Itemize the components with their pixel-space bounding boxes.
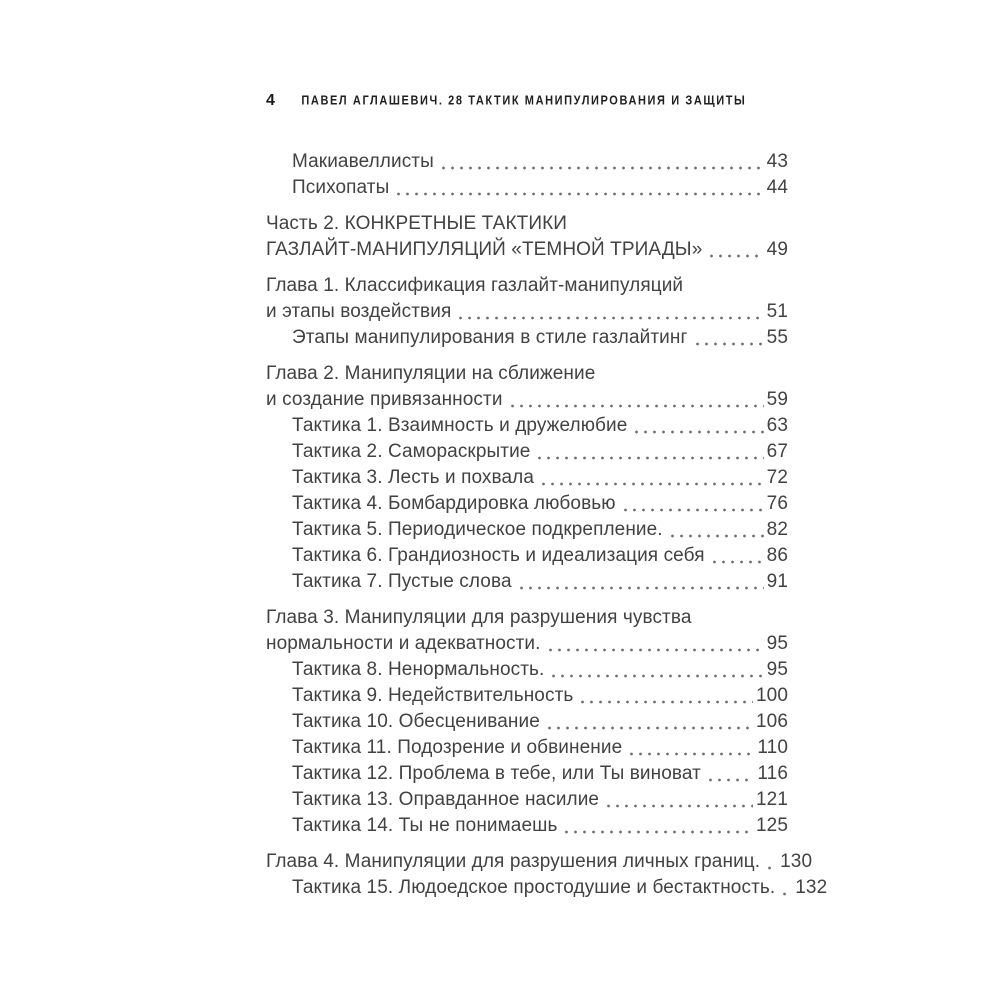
toc-entry bbox=[266, 787, 788, 813]
toc-entry-title: и создание привязанности bbox=[266, 389, 503, 410]
dot-leader bbox=[632, 413, 763, 439]
toc-entry-line bbox=[266, 237, 788, 263]
toc-entry bbox=[266, 569, 788, 595]
dot-leader bbox=[765, 849, 777, 875]
dot-leader bbox=[394, 175, 763, 201]
toc-entry-title: Часть 2. КОНКРЕТНЫЕ ТАКТИКИ bbox=[266, 213, 568, 234]
toc-entry-line bbox=[292, 761, 788, 787]
dot-leader bbox=[621, 491, 764, 517]
toc-entry-title: Тактика 7. Пустые слова bbox=[292, 571, 512, 592]
toc-page-ref: 100 bbox=[755, 685, 788, 706]
toc-entry-line bbox=[292, 569, 788, 595]
dot-leader bbox=[439, 149, 764, 175]
toc-entry-title: Этапы манипулирования в стиле газлайтинг bbox=[292, 327, 688, 348]
toc-entry-title: и этапы воздействия bbox=[266, 301, 452, 322]
toc-entry-line bbox=[292, 491, 788, 517]
toc-page-ref: 67 bbox=[766, 441, 788, 462]
dot-leader bbox=[508, 387, 764, 413]
dot-leader bbox=[546, 631, 764, 657]
toc-entry bbox=[266, 149, 788, 175]
toc-entry-line bbox=[266, 211, 788, 237]
dot-leader bbox=[535, 439, 763, 465]
toc-entry-title: Глава 1. Классификация газлайт-манипуляций bbox=[266, 275, 684, 296]
dot-leader bbox=[710, 543, 764, 569]
toc-entry-line bbox=[266, 631, 788, 657]
toc-page-ref: 121 bbox=[755, 789, 788, 810]
toc-entry bbox=[266, 361, 788, 413]
dot-leader bbox=[562, 813, 753, 839]
toc-page-ref: 49 bbox=[766, 239, 788, 260]
page-number: 4 bbox=[266, 92, 276, 109]
toc-entry-title: Тактика 6. Грандиозность и идеализация себя bbox=[292, 545, 705, 566]
toc-page-ref: 130 bbox=[780, 851, 813, 872]
toc-entry-title: Тактика 8. Ненормальность. bbox=[292, 659, 545, 680]
toc-entry bbox=[266, 735, 788, 761]
dot-leader bbox=[604, 787, 753, 813]
toc-entry-line bbox=[266, 849, 813, 875]
toc-entry-line bbox=[266, 361, 788, 387]
dot-leader bbox=[707, 237, 763, 263]
toc-entry-line bbox=[292, 325, 788, 351]
toc-entry-line bbox=[292, 735, 788, 761]
toc-entry-line bbox=[266, 273, 788, 299]
toc-entry-title: Тактика 1. Взаимность и дружелюбие bbox=[292, 415, 628, 436]
toc-entry-title: Тактика 9. Недействительность bbox=[292, 685, 574, 706]
toc-entry-line bbox=[292, 875, 828, 901]
toc-entry-line bbox=[292, 413, 788, 439]
toc-entry-line bbox=[292, 149, 788, 175]
toc-entry-title: нормальности и адекватности. bbox=[266, 633, 541, 654]
dot-leader bbox=[517, 569, 764, 595]
dot-leader bbox=[539, 465, 764, 491]
toc-entry-line bbox=[266, 387, 788, 413]
toc-entry bbox=[266, 657, 788, 683]
toc-entry-title: Тактика 13. Оправданное насилие bbox=[292, 789, 600, 810]
toc-entry bbox=[266, 465, 788, 491]
toc-entry bbox=[266, 273, 788, 325]
dot-leader bbox=[668, 517, 764, 543]
toc-page-ref: 106 bbox=[755, 711, 788, 732]
toc-entry bbox=[266, 491, 788, 517]
toc-entry-title: Психопаты bbox=[292, 177, 390, 198]
toc-entry bbox=[266, 761, 788, 787]
toc-entry-title: ГАЗЛАЙТ-МАНИПУЛЯЦИЙ «ТЕМНОЙ ТРИАДЫ» bbox=[266, 239, 703, 260]
toc-entry-title: Глава 2. Манипуляции на сближение bbox=[266, 363, 596, 384]
dot-leader bbox=[693, 325, 764, 351]
toc-page-ref: 125 bbox=[755, 815, 788, 836]
toc-page-ref: 91 bbox=[766, 571, 788, 592]
toc-entry-title: Тактика 4. Бомбардировка любовью bbox=[292, 493, 616, 514]
toc-entry bbox=[266, 605, 788, 657]
toc-page-ref: 116 bbox=[757, 763, 788, 784]
toc-entry bbox=[266, 875, 828, 901]
toc-entry bbox=[266, 325, 788, 351]
toc-page-ref: 110 bbox=[757, 737, 788, 758]
dot-leader bbox=[578, 683, 753, 709]
toc-entry-line bbox=[292, 813, 788, 839]
toc-entry-line bbox=[292, 465, 788, 491]
toc-entry-line bbox=[292, 657, 788, 683]
toc-page-ref: 82 bbox=[766, 519, 788, 540]
toc-entry-title: Глава 4. Манипуляции для разрушения личных границ. bbox=[266, 851, 761, 872]
toc-entry-line bbox=[292, 683, 788, 709]
toc-page-ref: 86 bbox=[766, 545, 788, 566]
running-header-title: ПАВЕЛ АГЛАШЕВИЧ. 28 ТАКТИК МАНИПУЛИРОВАНИЯ И ЗАЩИТЫ bbox=[301, 94, 747, 108]
dot-leader bbox=[706, 761, 754, 787]
toc-entry-title: Тактика 12. Проблема в тебе, или Ты виноват bbox=[292, 763, 701, 784]
toc-entry bbox=[266, 211, 788, 263]
toc-page-ref: 51 bbox=[766, 301, 788, 322]
toc-page-ref: 55 bbox=[766, 327, 788, 348]
toc-entry-title: Тактика 2. Самораскрытие bbox=[292, 441, 531, 462]
toc-entry-line bbox=[292, 787, 788, 813]
toc-page-ref: 76 bbox=[766, 493, 788, 514]
toc-entry-line bbox=[292, 517, 788, 543]
running-header bbox=[266, 92, 790, 110]
dot-leader bbox=[456, 299, 763, 325]
toc-entry-title: Тактика 3. Лесть и похвала bbox=[292, 467, 535, 488]
toc-page-ref: 43 bbox=[766, 151, 788, 172]
toc-page-ref: 95 bbox=[766, 659, 788, 680]
toc-page-ref: 59 bbox=[766, 389, 788, 410]
toc-entry-line bbox=[266, 605, 788, 631]
toc-entry-line bbox=[292, 709, 788, 735]
toc-entry bbox=[266, 813, 788, 839]
toc-entry-title: Макиавеллисты bbox=[292, 151, 434, 172]
toc-page-ref: 72 bbox=[766, 467, 788, 488]
dot-leader bbox=[545, 709, 753, 735]
toc-entry-title: Тактика 10. Обесценивание bbox=[292, 711, 540, 732]
toc-entry-line bbox=[292, 439, 788, 465]
toc-entry bbox=[266, 709, 788, 735]
toc-page-ref: 132 bbox=[795, 877, 828, 898]
toc-entry-title: Глава 3. Манипуляции для разрушения чувства bbox=[266, 607, 692, 628]
toc-entry-title: Тактика 5. Периодическое подкрепление. bbox=[292, 519, 663, 540]
toc-entry bbox=[266, 517, 788, 543]
table-of-contents bbox=[266, 149, 828, 901]
toc-page-ref: 63 bbox=[766, 415, 788, 436]
dot-leader bbox=[627, 735, 754, 761]
toc-entry bbox=[266, 849, 813, 875]
toc-entry-title: Тактика 15. Людоедское простодушие и бестактность. bbox=[292, 877, 776, 898]
toc-page-ref: 95 bbox=[766, 633, 788, 654]
dot-leader bbox=[780, 875, 792, 901]
toc-entry-line bbox=[292, 175, 788, 201]
toc-entry bbox=[266, 439, 788, 465]
toc-entry bbox=[266, 175, 788, 201]
toc-entry-title: Тактика 11. Подозрение и обвинение bbox=[292, 737, 623, 758]
toc-entry-line bbox=[266, 299, 788, 325]
toc-page-ref: 44 bbox=[766, 177, 788, 198]
toc-entry bbox=[266, 543, 788, 569]
toc-entry bbox=[266, 413, 788, 439]
toc-entry-title: Тактика 14. Ты не понимаешь bbox=[292, 815, 558, 836]
dot-leader bbox=[549, 657, 763, 683]
toc-entry bbox=[266, 683, 788, 709]
toc-entry-line bbox=[292, 543, 788, 569]
